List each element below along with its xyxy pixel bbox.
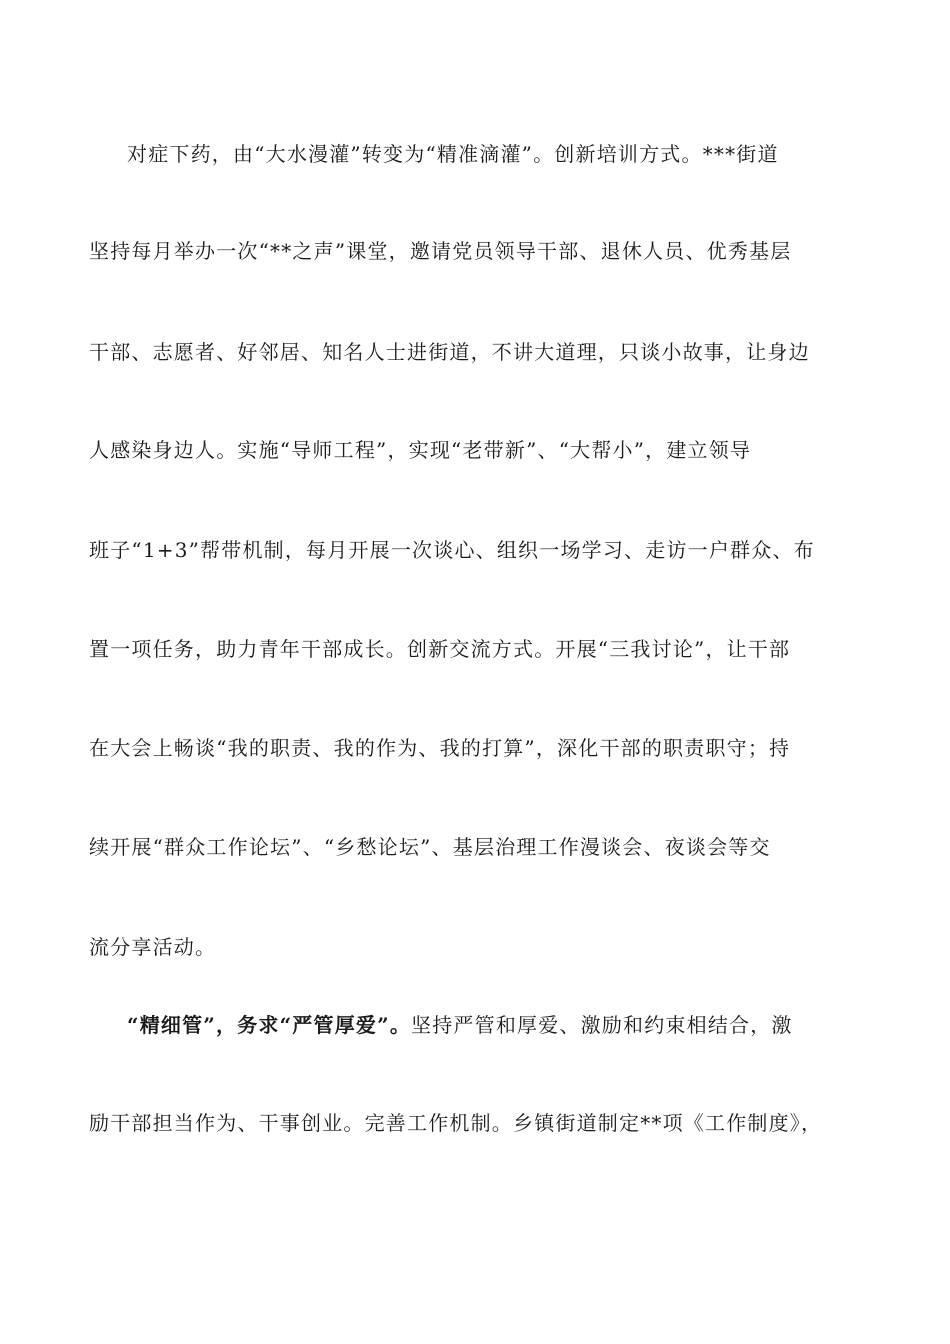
paragraph-1-line-5: 班子“1+3”帮带机制，每月开展一次谈心、组织一场学习、走访一户群众、布 [89, 538, 815, 562]
paragraph-2-line-2: 励干部担当作为、干事创业。完善工作机制。乡镇街道制定**项《工作制度》， [89, 1111, 823, 1135]
paragraph-1-line-8: 续开展“群众工作论坛”、“乡愁论坛”、基层治理工作漫谈会、夜谈会等交 [89, 835, 771, 859]
paragraph-1-line-1: 对症下药，由“大水漫灌”转变为“精准滴灌”。创新培训方式。***街道 [127, 142, 779, 166]
paragraph-1-line-6: 置一项任务，助力青年干部成长。创新交流方式。开展“三我讨论”，让干部 [89, 637, 791, 661]
paragraph-1-line-3: 干部、志愿者、好邻居、知名人士进街道，不讲大道理，只谈小故事，让身边 [89, 340, 810, 364]
paragraph-1-line-9: 流分享活动。 [89, 935, 217, 959]
paragraph-1-line-4: 人感染身边人。实施“导师工程”，实现“老带新”、“大帮小”，建立领导 [89, 438, 752, 462]
paragraph-2-lead-text: 坚持严管和厚爱、激励和约束相结合，激 [411, 1013, 793, 1037]
paragraph-1-line-2: 坚持每月举办一次“**之声”课堂，邀请党员领导干部、退休人员、优秀基层 [89, 239, 792, 263]
paragraph-1-line-7: 在大会上畅谈“我的职责、我的作为、我的打算”，深化干部的职责职守；持 [89, 736, 791, 760]
paragraph-2-heading: “精细管”，务求“严管厚爱”。 [127, 1013, 412, 1037]
paragraph-2-line-1 [127, 1010, 879, 1040]
